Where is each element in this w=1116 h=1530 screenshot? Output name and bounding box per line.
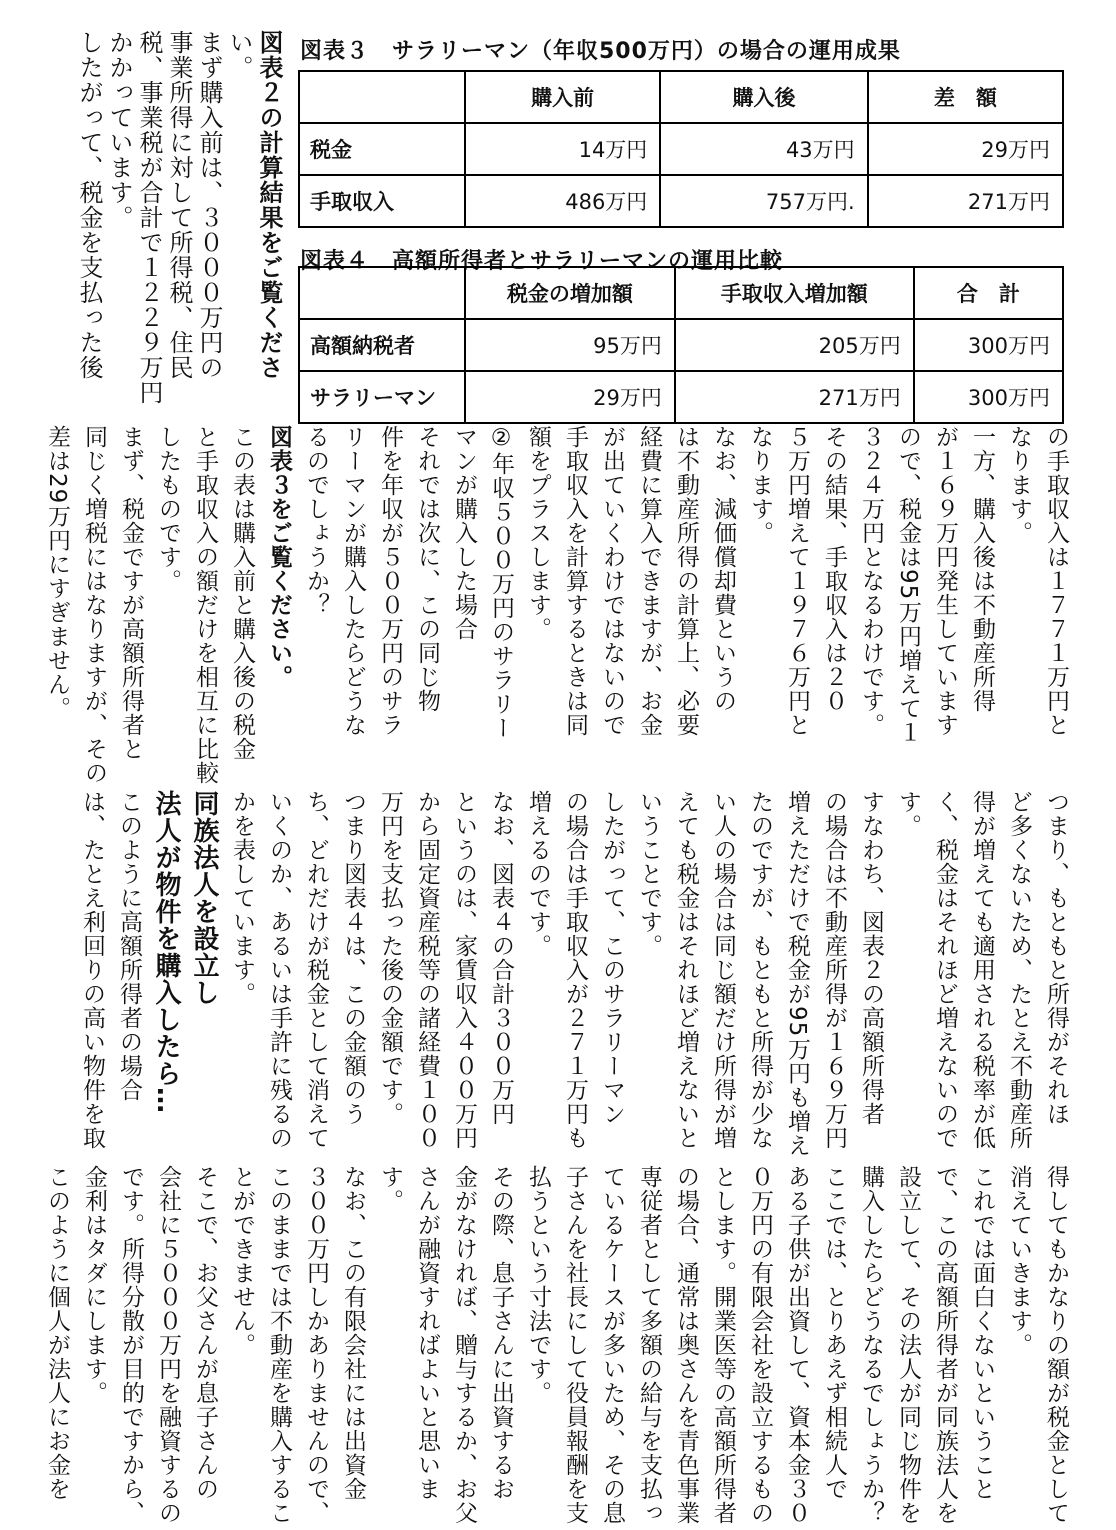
table-header: 差 額 (868, 71, 1063, 123)
table-cell: 271万円 (868, 175, 1063, 227)
text-line: つまり図表４は、この金額のう (340, 790, 366, 1126)
text-line: かかっています。 (105, 30, 133, 230)
table-cell: 29万円 (465, 371, 675, 423)
text-line: す。 (895, 790, 921, 838)
table-header-row (299, 71, 1063, 123)
text-line: まず、税金ですが高額所得者と (118, 425, 144, 761)
text-line: い。 (225, 30, 253, 80)
text-line: ３００万円しかありませんので、 (303, 1165, 329, 1525)
table-header-row (299, 267, 1063, 319)
table3-title: 図表３ サラリーマン（年収500万円）の場合の運用成果 (300, 39, 901, 64)
text-line: が出ていくわけではないので (599, 425, 625, 737)
text-line: なります。 (747, 425, 773, 545)
text-line: で、この高額所得者が同族法人を (932, 1165, 958, 1525)
text-line: かを表しています。 (229, 790, 255, 1006)
text-line: なお、減価償却費というの (710, 425, 736, 713)
text-line: く、税金はそれほど増えないので (932, 790, 958, 1150)
text-line: ある子供が出資して、資本金３０ (784, 1165, 810, 1525)
text-line: 設立して、その法人が同じ物件を (895, 1165, 921, 1525)
text-line: るのでしょうか？ (303, 425, 329, 617)
table-cell: 95万円 (465, 319, 675, 371)
table-row (299, 175, 1063, 227)
table-cell: 271万円 (675, 371, 914, 423)
text-line: たのですが、もともと所得が少な (747, 790, 773, 1150)
text-line: 図表３をご覧ください。 (266, 425, 292, 689)
text-line: は、たとえ利回りの高い物件を取 (79, 790, 105, 1150)
text-line: 購入したらどうなるでしょうか？ (858, 1165, 884, 1525)
text-line: それでは次に、この同じ物 (414, 425, 440, 713)
table-cell: 29万円 (868, 123, 1063, 175)
text-line: 子さんを社長にして役員報酬を支 (562, 1165, 588, 1525)
text-line: 消えていきます。 (1006, 1165, 1032, 1357)
table4 (298, 266, 1064, 424)
text-line: 税、事業税が合計で１２２９万円 (135, 30, 163, 405)
text-line: です。所得分散が目的ですから、 (118, 1165, 144, 1525)
text-line: ０万円の有限会社を設立するもの (747, 1165, 773, 1525)
text-line: が１６９万円発生しています (932, 425, 958, 737)
text-line: の場合は手取収入が２７１万円も (562, 790, 588, 1150)
text-line: ここでは、とりあえず相続人で (821, 1165, 847, 1501)
text-line: したがって、税金を支払った後 (75, 30, 103, 380)
text-line: ち、どれだけが税金として消えて (303, 790, 329, 1150)
bottom-text (38, 1165, 1074, 1525)
text-line: 払うという寸法です。 (525, 1165, 551, 1405)
text-line: したがって、このサラリーマン (599, 790, 625, 1126)
text-line: の手取収入は１７７１万円と (1043, 425, 1069, 737)
text-line: の場合、通常は奥さんを青色事業 (673, 1165, 699, 1525)
table-cell: 300万円 (914, 319, 1063, 371)
text-line: 専従者として多額の給与を支払っ (636, 1165, 662, 1525)
text-line: いくのか、あるいは手許に残るの (266, 790, 292, 1150)
text-line: なお、図表４の合計３００万円 (488, 790, 514, 1126)
text-line: まず購入前は、３０００万円の (195, 30, 223, 380)
table-header: 手取収入増加額 (675, 267, 914, 319)
middle-text (38, 425, 1074, 785)
text-line: 図表２の計算結果をご覧くださ (255, 30, 283, 380)
text-line: から固定資産税等の諸経費１００ (414, 790, 440, 1150)
text-line: 経費に算入できますが、お金 (636, 425, 662, 737)
top-left-text (74, 30, 284, 405)
table3 (298, 70, 1064, 228)
table-cell: 205万円 (675, 319, 914, 371)
table-header (299, 267, 465, 319)
table-header: 税金の増加額 (465, 267, 675, 319)
text-line: の場合は不動産所得が１６９万円 (821, 790, 847, 1150)
text-line: これでは面白くないということ (969, 1165, 995, 1501)
table-cell: 43万円 (660, 123, 867, 175)
text-line: とができません。 (229, 1165, 255, 1357)
text-line: ので、税金は95万円増えて１ (895, 425, 921, 745)
text-line: 件を年収が５００万円のサラ (377, 425, 403, 737)
text-line: すなわち、図表２の高額所得者 (858, 790, 884, 1126)
text-line: したものです。 (155, 425, 181, 593)
text-line: ３２４万円となるわけです。 (858, 425, 884, 737)
text-line: というのは、家賃収入４００万円 (451, 790, 477, 1150)
text-line: 同じく増税にはなりますが、その (81, 425, 107, 785)
lower-text (73, 790, 1074, 1158)
text-line: ているケースが多いため、その息 (599, 1165, 625, 1525)
table-header: 購入後 (660, 71, 867, 123)
text-line: このように個人が法人にお金を (44, 1165, 70, 1501)
table-header: 購入前 (465, 71, 660, 123)
table-cell: 757万円. (660, 175, 867, 227)
table-cell: 300万円 (914, 371, 1063, 423)
text-line: ②年収５００万円のサラリー (488, 425, 514, 740)
text-line: 差は29万円にすぎません。 (44, 425, 70, 721)
text-line: 万円を支払った後の金額です。 (377, 790, 403, 1126)
text-line: 事業所得に対して所得税、住民 (165, 30, 193, 380)
text-line: このままでは不動産を購入するこ (266, 1165, 292, 1525)
section-heading: 法人が物件を購入したら… (151, 790, 181, 1114)
text-line: 額をプラスします。 (525, 425, 551, 641)
text-line: このように高額所得者の場合 (116, 790, 142, 1102)
text-line: 金利はタダにします。 (81, 1165, 107, 1405)
table-row (299, 319, 1063, 371)
text-line: いうことです。 (636, 790, 662, 958)
text-line: とします。開業医等の高額所得者 (710, 1165, 736, 1525)
text-line: ５万円増えて１９７６万円と (784, 425, 810, 737)
text-line: えても税金はそれほど増えないと (673, 790, 699, 1150)
text-line: その結果、手取収入は２０ (821, 425, 847, 713)
text-line: は不動産所得の計算上、必要 (673, 425, 699, 737)
text-line: マンが購入した場合 (451, 425, 477, 641)
text-line: 手取収入を計算するときは同 (562, 425, 588, 737)
table-row (299, 371, 1063, 423)
row-label: 手取収入 (299, 175, 465, 227)
text-line: つまり、もともと所得がそれほ (1043, 790, 1069, 1126)
row-label: 税金 (299, 123, 465, 175)
text-line: と手取収入の額だけを相互に比較 (192, 425, 218, 785)
text-line: す。 (377, 1165, 403, 1213)
table4-title: 図表４ 高額所得者とサラリーマンの運用比較 (300, 249, 784, 274)
text-line: 得が増えても適用される税率が低 (969, 790, 995, 1150)
row-label: サラリーマン (299, 371, 465, 423)
table-header (299, 71, 465, 123)
text-line: その際、息子さんに出資するお (488, 1165, 514, 1501)
table-cell: 14万円 (465, 123, 660, 175)
text-line: 増えるのです。 (525, 790, 551, 958)
text-line: 金がなければ、贈与するか、お父 (451, 1165, 477, 1525)
text-line: なお、この有限会社には出資金 (340, 1165, 366, 1501)
text-line: 得してもかなりの額が税金として (1043, 1165, 1069, 1525)
text-line: い人の場合は同じ額だけ所得が増 (710, 790, 736, 1150)
table-cell: 486万円 (465, 175, 660, 227)
section-heading: 同族法人を設立し (189, 790, 219, 1006)
text-line: 増えただけで税金が95万円も増え (784, 790, 810, 1158)
text-line: さんが融資すればよいと思いま (414, 1165, 440, 1501)
text-line: 会社に５０００万円を融資するの (155, 1165, 181, 1525)
table-header: 合 計 (914, 267, 1063, 319)
text-line: なります。 (1006, 425, 1032, 545)
row-label: 高額納税者 (299, 319, 465, 371)
text-line: ど多くないため、たとえ不動産所 (1006, 790, 1032, 1150)
text-line: リーマンが購入したらどうな (340, 425, 366, 737)
text-line: 一方、購入後は不動産所得 (969, 425, 995, 713)
text-line: この表は購入前と購入後の税金 (229, 425, 255, 761)
table-row (299, 123, 1063, 175)
text-line: そこで、お父さんが息子さんの (192, 1165, 218, 1501)
